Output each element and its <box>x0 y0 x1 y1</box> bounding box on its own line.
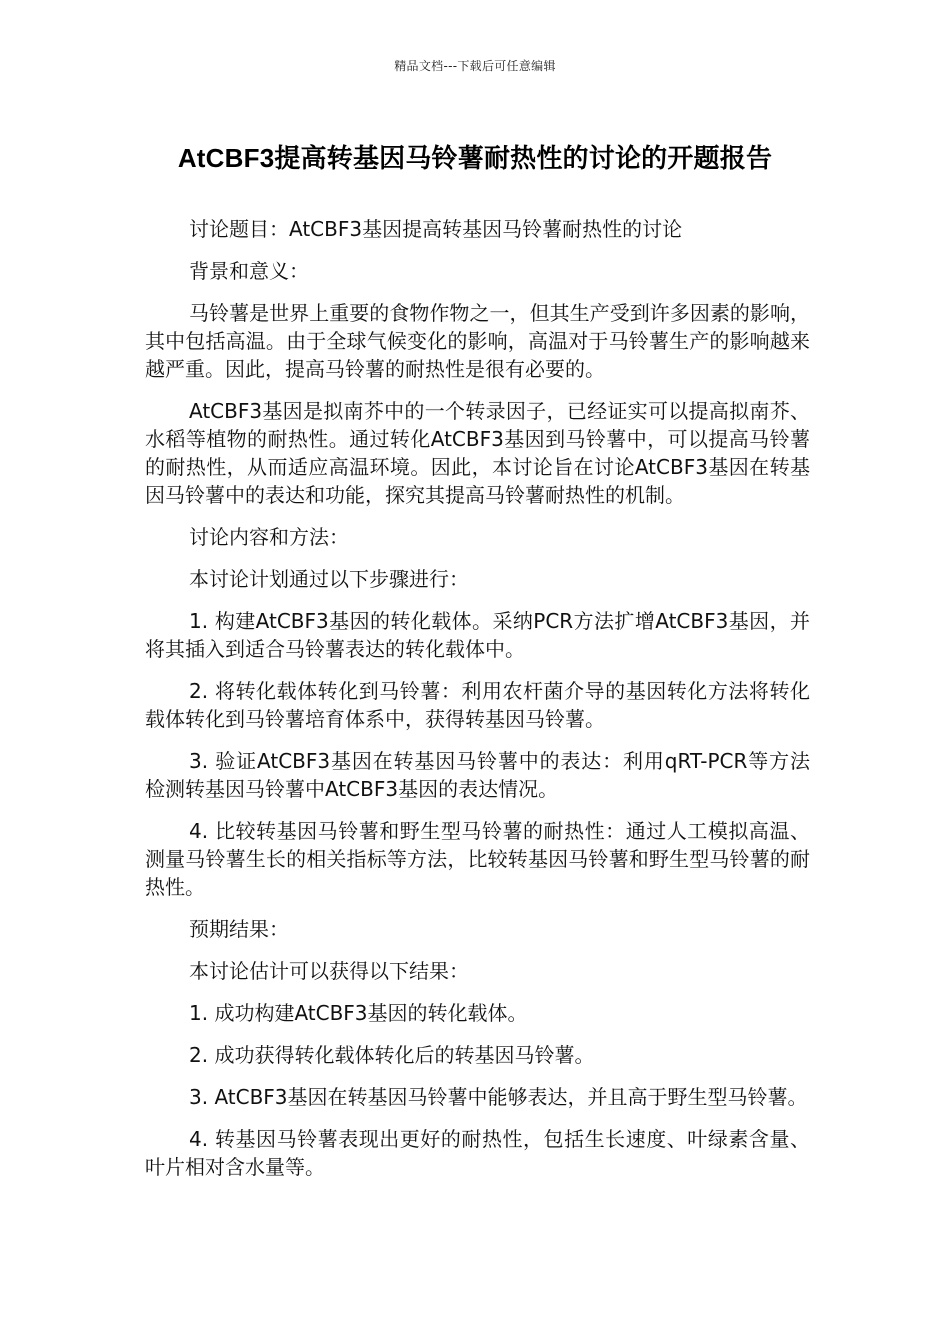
heading-background: 背景和意义： <box>189 259 309 283</box>
paragraph-topic: 讨论题目：AtCBF3基因提高转基因马铃薯耐热性的讨论 <box>189 217 683 241</box>
paragraph-background-2: AtCBF3基因是拟南芥中的一个转录因子，已经证实可以提高拟南芥、水稻等植物的耐热性。通过转化AtCBF3基因到马铃薯中，可以提高马铃薯的耐热性，从而适应高温环境。因此，本讨论旨在讨论AtCBF3基因在转基因马铃薯中的表达和功能，探究其提高马铃薯耐热性的机制。 <box>145 399 810 507</box>
list-item-method-2: 2. 将转化载体转化到马铃薯：利用农杆菌介导的基因转化方法将转化载体转化到马铃薯培育体系中，获得转基因马铃薯。 <box>145 679 810 731</box>
document-title: AtCBF3提高转基因马铃薯耐热性的讨论的开题报告 <box>177 143 773 173</box>
list-item-method-4: 4. 比较转基因马铃薯和野生型马铃薯的耐热性：通过人工模拟高温、测量马铃薯生长的相关指标等方法，比较转基因马铃薯和野生型马铃薯的耐热性。 <box>145 819 810 899</box>
paragraph-background-1: 马铃薯是世界上重要的食物作物之一，但其生产受到许多因素的影响，其中包括高温。由于全球气候变化的影响，高温对于马铃薯生产的影响越来越严重。因此，提高马铃薯的耐热性是很有必要的。 <box>145 301 810 381</box>
heading-methods: 讨论内容和方法： <box>189 525 349 549</box>
paragraph-results-intro: 本讨论估计可以获得以下结果： <box>189 959 469 983</box>
list-item-method-1: 1. 构建AtCBF3基因的转化载体。采纳PCR方法扩增AtCBF3基因，并将其插入到适合马铃薯表达的转化载体中。 <box>145 609 810 661</box>
heading-expected-results: 预期结果： <box>189 917 289 941</box>
list-item-result-2: 2. 成功获得转化载体转化后的转基因马铃薯。 <box>189 1043 595 1067</box>
list-item-result-4: 4. 转基因马铃薯表现出更好的耐热性，包括生长速度、叶绿素含量、叶片相对含水量等。 <box>145 1127 810 1179</box>
list-item-result-3: 3. AtCBF3基因在转基因马铃薯中能够表达，并且高于野生型马铃薯。 <box>189 1085 808 1109</box>
document-body <box>145 215 810 1195</box>
list-item-method-3: 3. 验证AtCBF3基因在转基因马铃薯中的表达：利用qRT-PCR等方法检测转基因马铃薯中AtCBF3基因的表达情况。 <box>145 749 810 801</box>
paragraph-methods-intro: 本讨论计划通过以下步骤进行： <box>189 567 469 591</box>
header-note: 精品文档---下载后可任意编辑 <box>394 59 556 73</box>
list-item-result-1: 1. 成功构建AtCBF3基因的转化载体。 <box>189 1001 528 1025</box>
